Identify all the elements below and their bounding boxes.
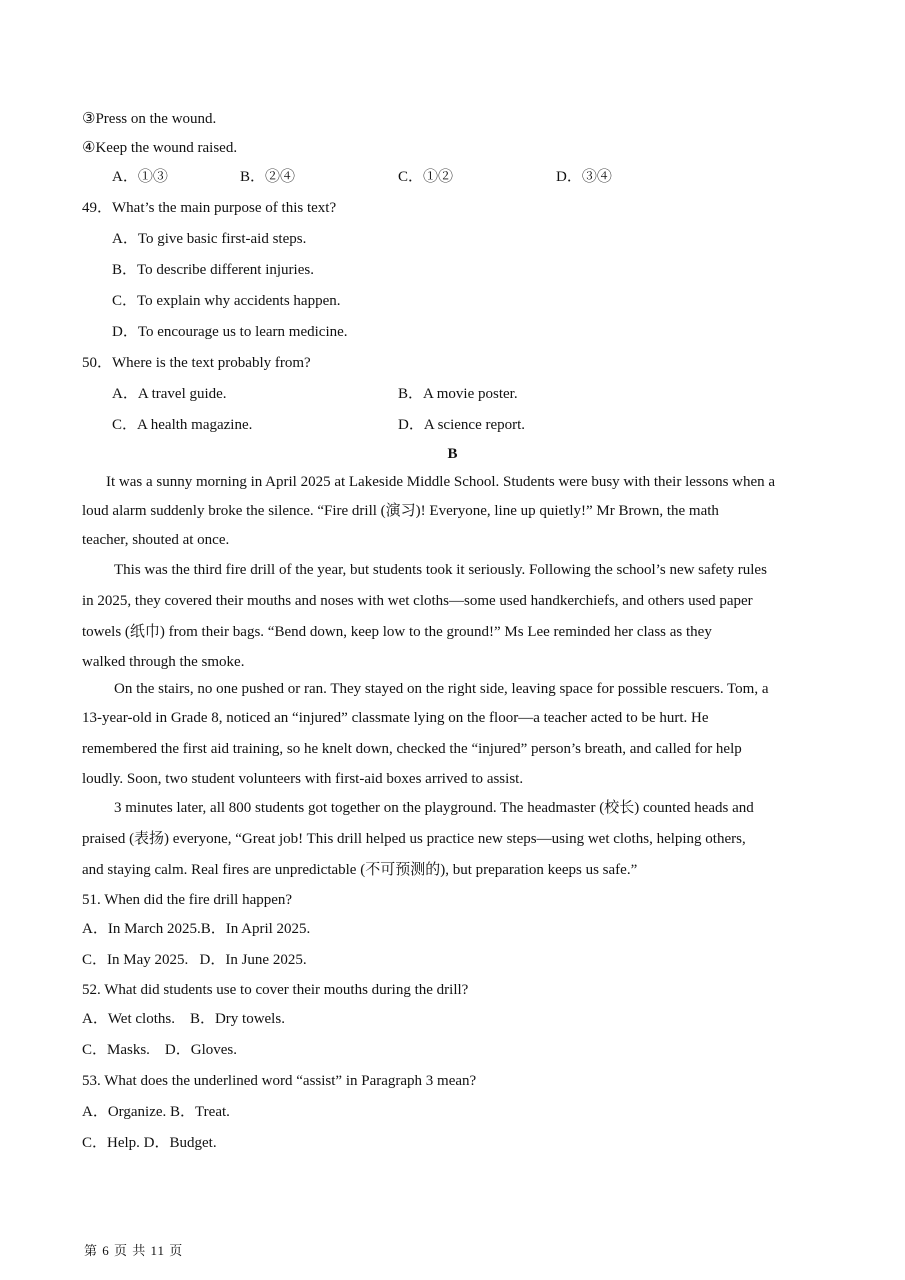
q53-options-row1[interactable]: A．Organize. B．Treat. (82, 1104, 230, 1120)
passage-p3-last-line (82, 769, 523, 789)
q51-stem: 51. When did the fire drill happen? (82, 892, 293, 908)
q49-option-c[interactable]: C．To explain why accidents happen. (112, 293, 341, 309)
passage-p3-period: . (519, 771, 524, 787)
q48-option-a[interactable]: A．①③ (112, 169, 168, 185)
q49-stem: 49．What’s the main purpose of this text? (82, 200, 337, 216)
passage-p1-line: loud alarm suddenly broke the silence. “Fire drill (演习)! Everyone, line up quietly!” Mr Brown, the math (82, 503, 719, 519)
q50-option-d[interactable]: D．A science report. (398, 417, 526, 433)
passage-p2-line: This was the third fire drill of the year, but students took it seriously. Following the school’s new safety rules (114, 562, 767, 578)
q48-option-b[interactable]: B．②④ (240, 169, 296, 185)
passage-p1-line: teacher, shouted at once. (82, 532, 230, 548)
q53-stem: 53. What does the underlined word “assist” in Paragraph 3 mean? (82, 1073, 477, 1089)
passage-p2-line: towels (纸巾) from their bags. “Bend down, keep low to the ground!” Ms Lee reminded her class as they (82, 624, 712, 640)
q48-option-d[interactable]: D．③④ (556, 169, 612, 185)
q51-options-row2[interactable]: C．In May 2025. D．In June 2025. (82, 952, 307, 968)
q50-option-c[interactable]: C．A health magazine. (112, 417, 253, 433)
passage-p2-line: in 2025, they covered their mouths and noses with wet cloths—some used handkerchiefs, and others used paper (82, 593, 753, 609)
q52-options-row2[interactable]: C．Masks. D．Gloves. (82, 1042, 238, 1058)
passage-p2-line: walked through the smoke. (82, 654, 245, 670)
q48-item-4: ④Keep the wound raised. (82, 140, 238, 156)
q51-options-row1[interactable]: A．In March 2025.B．In April 2025. (82, 921, 311, 937)
q52-options-row1[interactable]: A．Wet cloths. B．Dry towels. (82, 1011, 285, 1027)
page-footer: 第 6 页 共 11 页 (84, 1243, 184, 1258)
passage-p3-line: remembered the first aid training, so he knelt down, checked the “injured” person’s breath, and called for help (82, 741, 742, 757)
q52-stem: 52. What did students use to cover their mouths during the drill? (82, 982, 469, 998)
q49-option-a[interactable]: A．To give basic first-aid steps. (112, 231, 307, 247)
passage-p3-line: 13-year-old in Grade 8, noticed an “injured” classmate lying on the floor—a teacher acted to be hurt. He (82, 710, 709, 726)
passage-p3-text: loudly. Soon, two student volunteers with first-aid boxes arrived to (82, 771, 484, 787)
q48-option-c[interactable]: C．①② (398, 169, 454, 185)
section-title: B (447, 446, 458, 462)
passage-p4-line: and staying calm. Real fires are unpredictable (不可预测的), but preparation keeps us safe.” (82, 862, 638, 878)
passage-p3-line: On the stairs, no one pushed or ran. They stayed on the right side, leaving space for possible rescuers. Tom, a (114, 681, 769, 697)
q49-option-d[interactable]: D．To encourage us to learn medicine. (112, 324, 348, 340)
q50-option-b[interactable]: B．A movie poster. (398, 386, 518, 402)
q50-stem: 50．Where is the text probably from? (82, 355, 311, 371)
passage-p4-line: 3 minutes later, all 800 students got together on the playground. The headmaster (校长) counted heads and (114, 800, 754, 816)
q48-item-3: ③Press on the wound. (82, 111, 217, 127)
q53-options-row2[interactable]: C．Help. D．Budget. (82, 1135, 217, 1151)
q50-option-a[interactable]: A．A travel guide. (112, 386, 227, 402)
passage-p1-line: It was a sunny morning in April 2025 at Lakeside Middle School. Students were busy with their lessons when a (106, 474, 776, 490)
underlined-word-assist (487, 771, 520, 787)
passage-p4-line: praised (表扬) everyone, “Great job! This drill helped us practice new steps—using wet cloths, helping others, (82, 831, 746, 847)
assist-word: assist (486, 771, 520, 787)
q49-option-b[interactable]: B．To describe different injuries. (112, 262, 314, 278)
